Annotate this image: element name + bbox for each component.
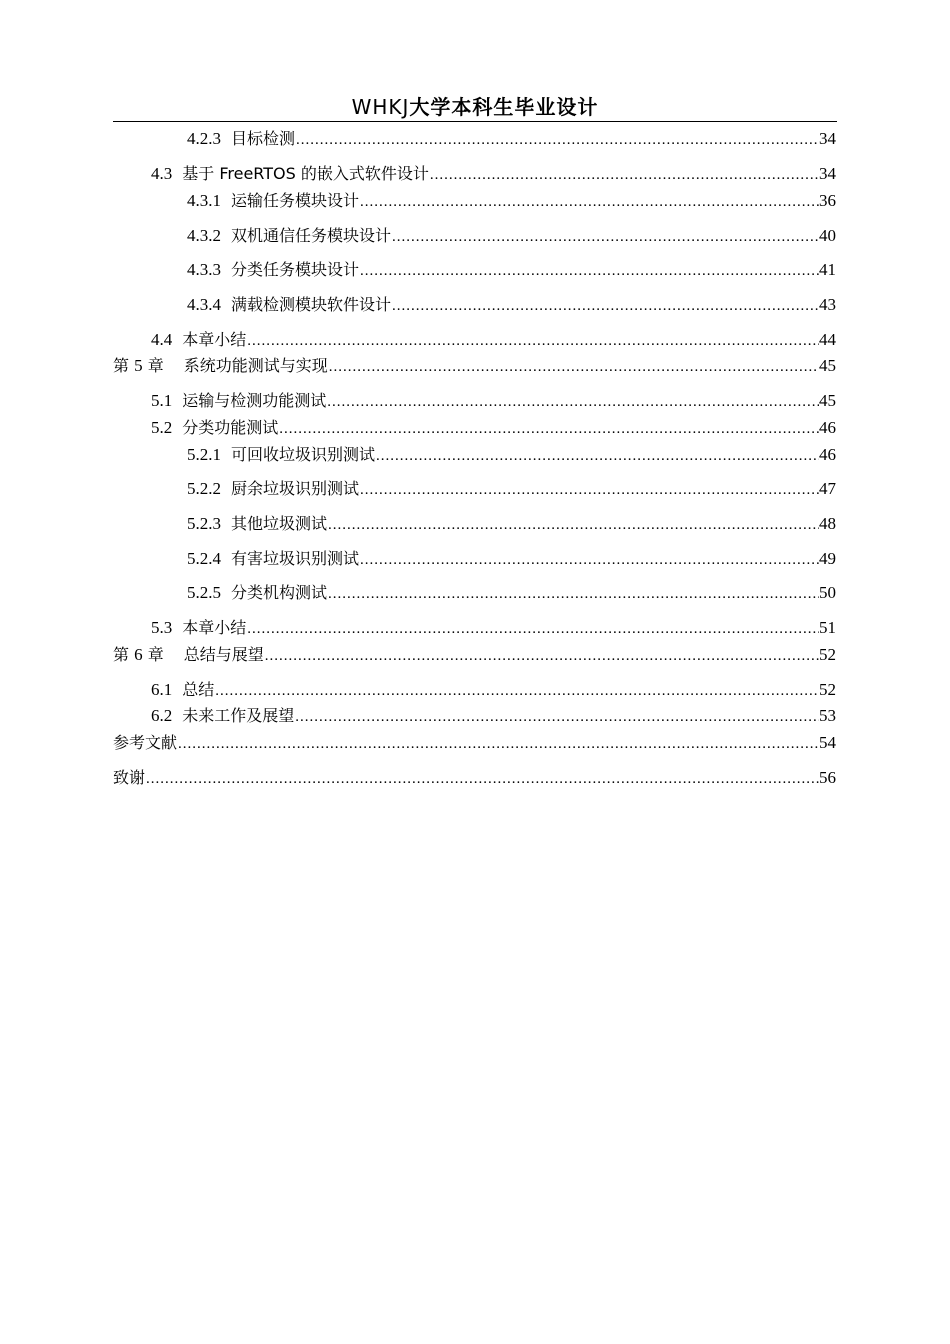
toc-title: 运输与检测功能测试 [182, 391, 327, 410]
toc-entry-chapter[interactable] [113, 644, 836, 666]
toc-leader-dots [265, 645, 819, 667]
toc-leader-dots [360, 479, 819, 501]
toc-entry[interactable] [187, 513, 836, 535]
header-school: WHKJ [351, 95, 410, 119]
toc-title: 致谢 [113, 768, 146, 787]
toc-page-number: 47 [819, 479, 836, 498]
toc-number: 6.1 [151, 680, 173, 699]
toc-number: 4.3 [151, 164, 173, 183]
toc-title: 厨余垃圾识别测试 [231, 479, 360, 498]
toc-title: 双机通信任务模块设计 [231, 226, 392, 245]
toc-leader-dots [376, 445, 819, 467]
chapter-prefix: 第 [113, 356, 130, 375]
toc-page-number: 49 [819, 549, 836, 568]
toc-entry[interactable] [151, 163, 836, 185]
header-rule [113, 121, 837, 122]
toc-leader-dots [328, 583, 819, 605]
toc-title: 本章小结 [182, 330, 247, 349]
toc-entry-acknowledgements[interactable] [113, 767, 836, 789]
toc-entry[interactable] [187, 478, 836, 500]
toc-leader-dots [296, 129, 819, 151]
toc-number: 5.2.4 [187, 549, 221, 568]
toc-title: 总结与展望 [183, 645, 264, 664]
toc-title: 运输任务模块设计 [231, 191, 360, 210]
toc-title: 参考文献 [113, 733, 178, 752]
toc-chapter-number [113, 355, 164, 377]
toc-title: 基于 FreeRTOS 的嵌入式软件设计 [182, 164, 429, 183]
toc-page-number: 45 [819, 391, 836, 410]
toc-leader-dots [328, 514, 819, 536]
toc-page-number: 51 [819, 618, 836, 637]
toc-title: 本章小结 [182, 618, 247, 637]
toc-leader-dots [247, 618, 819, 640]
chapter-number: 5 [134, 356, 143, 375]
toc-title: 满载检测模块软件设计 [231, 295, 392, 314]
toc-leader-dots [392, 295, 819, 317]
toc-entry[interactable] [151, 705, 836, 727]
toc-page-number: 34 [819, 129, 836, 148]
toc-title: 其他垃圾测试 [231, 514, 328, 533]
toc-title: 目标检测 [231, 129, 296, 148]
toc-number: 5.2.1 [187, 445, 221, 464]
toc-leader-dots [279, 418, 819, 440]
chapter-suffix: 章 [147, 356, 164, 375]
toc-entry[interactable] [187, 294, 836, 316]
toc-title: 未来工作及展望 [182, 706, 295, 725]
toc-entry-references[interactable] [113, 732, 836, 754]
toc-number: 6.2 [151, 706, 173, 725]
toc-entry[interactable] [187, 444, 836, 466]
toc-number: 4.3.2 [187, 226, 221, 245]
toc-chapter-number [113, 644, 164, 666]
chapter-suffix: 章 [147, 645, 164, 664]
toc-leader-dots [215, 680, 819, 702]
toc-number: 4.3.1 [187, 191, 221, 210]
toc-number: 5.2 [151, 418, 173, 437]
toc-entry[interactable] [187, 582, 836, 604]
toc-entry[interactable] [187, 225, 836, 247]
toc-leader-dots [430, 164, 819, 186]
toc-entry-chapter[interactable] [113, 355, 836, 377]
toc-number: 4.3.3 [187, 260, 221, 279]
toc-page-number: 50 [819, 583, 836, 602]
toc-leader-dots [327, 391, 819, 413]
toc-page-number: 41 [819, 260, 836, 279]
toc-title: 分类任务模块设计 [231, 260, 360, 279]
toc-page-number: 36 [819, 191, 836, 210]
toc-title: 总结 [182, 680, 215, 699]
toc-number: 4.3.4 [187, 295, 221, 314]
toc-title: 分类机构测试 [231, 583, 328, 602]
toc-entry[interactable] [151, 390, 836, 412]
toc-entry[interactable] [151, 679, 836, 701]
toc-page-number: 44 [819, 330, 836, 349]
toc-entry[interactable] [187, 190, 836, 212]
toc-title: 分类功能测试 [182, 418, 279, 437]
toc-leader-dots [360, 191, 819, 213]
toc-leader-dots [392, 226, 819, 248]
toc-page-number: 56 [819, 768, 836, 787]
toc-number: 5.2.3 [187, 514, 221, 533]
toc-entry[interactable] [187, 259, 836, 281]
toc-page-number: 46 [819, 445, 836, 464]
toc-entry[interactable] [151, 329, 836, 351]
toc-page-number: 53 [819, 706, 836, 725]
toc-entry[interactable] [151, 617, 836, 639]
toc-entry[interactable] [151, 417, 836, 439]
toc-number: 5.2.5 [187, 583, 221, 602]
toc-title: 系统功能测试与实现 [183, 356, 328, 375]
toc-page-number: 43 [819, 295, 836, 314]
toc-page-number: 52 [819, 680, 836, 699]
toc-page-number: 45 [819, 356, 836, 375]
toc-number: 5.1 [151, 391, 173, 410]
toc-leader-dots [178, 733, 819, 755]
toc-page-number: 46 [819, 418, 836, 437]
toc-number: 4.4 [151, 330, 173, 349]
toc-page-number: 40 [819, 226, 836, 245]
toc-title: 有害垃圾识别测试 [231, 549, 360, 568]
toc-leader-dots [247, 330, 819, 352]
toc-page-number: 54 [819, 733, 836, 752]
toc-leader-dots [360, 260, 819, 282]
toc-number: 5.2.2 [187, 479, 221, 498]
toc-title: 可回收垃圾识别测试 [231, 445, 376, 464]
toc-number: 5.3 [151, 618, 173, 637]
header-title: 大学本科生毕业设计 [409, 95, 599, 119]
chapter-number: 6 [134, 645, 143, 664]
toc-page-number: 34 [819, 164, 836, 183]
toc-leader-dots [329, 356, 819, 378]
toc-page-number: 52 [819, 645, 836, 664]
toc-page-number: 48 [819, 514, 836, 533]
chapter-prefix: 第 [113, 645, 130, 664]
toc-entry[interactable] [187, 548, 836, 570]
page-header [113, 94, 837, 121]
toc-leader-dots [146, 768, 819, 790]
toc-leader-dots [295, 706, 819, 728]
toc-entry[interactable] [187, 128, 836, 150]
toc-number: 4.2.3 [187, 129, 221, 148]
toc-leader-dots [360, 549, 819, 571]
